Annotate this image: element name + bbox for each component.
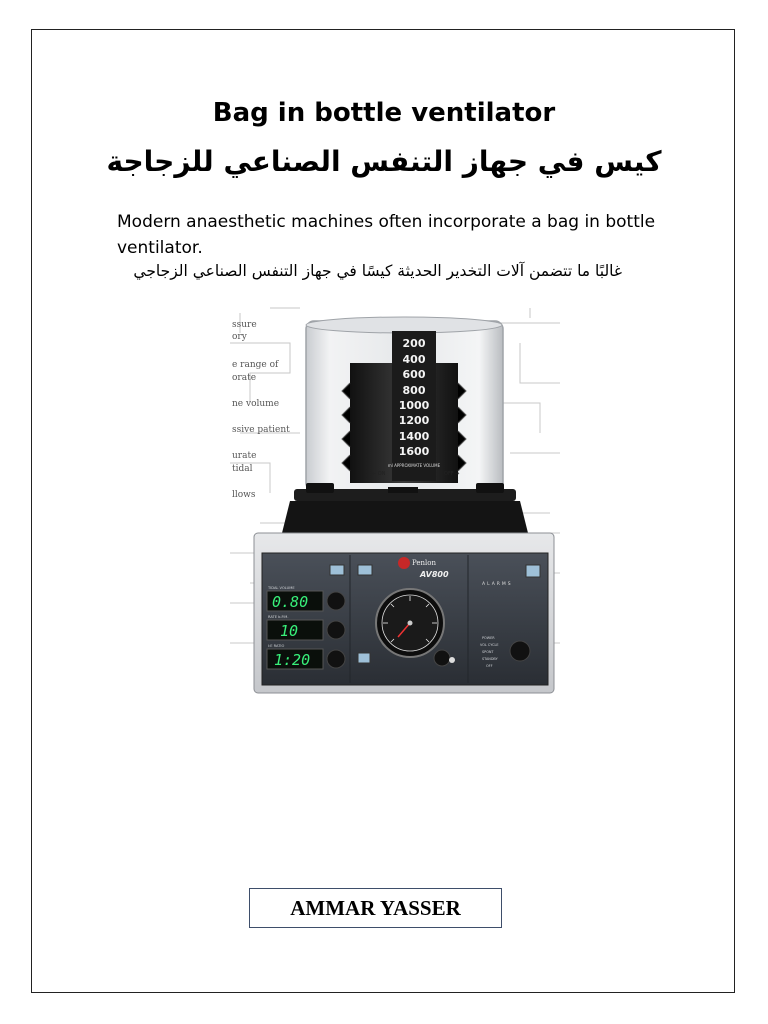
volume-scale-400: 400 (402, 353, 426, 366)
mode-standby-label: STANDBY (482, 657, 498, 661)
pressure-gauge (376, 589, 444, 657)
mode-button-3[interactable] (358, 653, 370, 663)
rate-label: RATE b.P.M. (268, 615, 289, 619)
pressure-knob-cap (449, 657, 455, 663)
background-text-line: urate (232, 451, 257, 461)
volume-scale-unit: ml APPROXIMATE VOLUME (387, 463, 441, 468)
background-text-line: llows (232, 490, 256, 500)
mode-off-label: OFF (486, 664, 493, 668)
bottle-base (280, 483, 530, 541)
background-text-line: ne volume (232, 399, 280, 409)
background-text-line: tidal (232, 464, 253, 474)
volume-scale-1200: 1200 (398, 414, 430, 427)
direction-off-label: OFF → (444, 471, 460, 477)
ventilator-illustration (230, 303, 560, 695)
mode-selector-knob[interactable] (510, 641, 530, 661)
volume-scale-800: 800 (402, 384, 426, 397)
alarm-mute-button[interactable] (526, 565, 540, 577)
volume-scale-1400: 1400 (398, 430, 430, 443)
tidal-volume-knob[interactable] (327, 592, 345, 610)
background-text-line: ssive patient (232, 425, 290, 435)
background-text-line: orate (232, 373, 257, 383)
background-text-line: e range of (232, 360, 279, 370)
tidal-volume-display: 0.80 (272, 593, 309, 611)
volume-scale-1600: 1600 (398, 445, 430, 458)
volume-scale-1000: 1000 (398, 399, 430, 412)
mode-power-label: POWER (482, 636, 495, 640)
brand-name: Penlon (412, 559, 437, 567)
author-name-box: AMMAR YASSER (249, 888, 502, 928)
ie-ratio-knob[interactable] (327, 650, 345, 668)
pressure-knob[interactable] (434, 650, 450, 666)
mode-button-2[interactable] (358, 565, 372, 575)
volume-scale-600: 600 (402, 368, 426, 381)
mode-vol-cycle-label: VOL CYCLE (480, 643, 499, 647)
rate-knob[interactable] (327, 621, 345, 639)
mode-spont-label: SPONT (482, 650, 494, 654)
background-text (232, 320, 290, 500)
ie-ratio-label: I:E RATIO (268, 644, 285, 648)
page-title-arabic: كيس في جهاز التنفس الصناعي للزجاجة (106, 145, 662, 178)
intro-paragraph: Modern anaesthetic machines often incorporate a bag in bottle ventilator. (117, 212, 656, 258)
background-text-line: ory (232, 332, 247, 342)
ventilator-photo (230, 303, 560, 695)
brand-logo (398, 557, 410, 569)
volume-scale-200: 200 (402, 337, 426, 350)
alarms-label: ALARMS (482, 582, 513, 587)
intro-paragraph-arabic: غالبًا ما تتضمن آلات التخدير الحديثة كيسًا في جهاز التنفس الصناعي الزجاجي (133, 262, 622, 280)
ie-ratio-display: 1:20 (274, 651, 311, 669)
tidal-volume-label: TIDAL VOLUME (268, 586, 295, 590)
rate-display: 10 (280, 622, 299, 640)
model-name: AV800 (420, 570, 449, 579)
background-text-line: ssure (232, 320, 257, 330)
mode-button-1[interactable] (330, 565, 344, 575)
page-title: Bag in bottle ventilator (212, 98, 556, 128)
direction-on-label: ← ON (372, 471, 386, 477)
